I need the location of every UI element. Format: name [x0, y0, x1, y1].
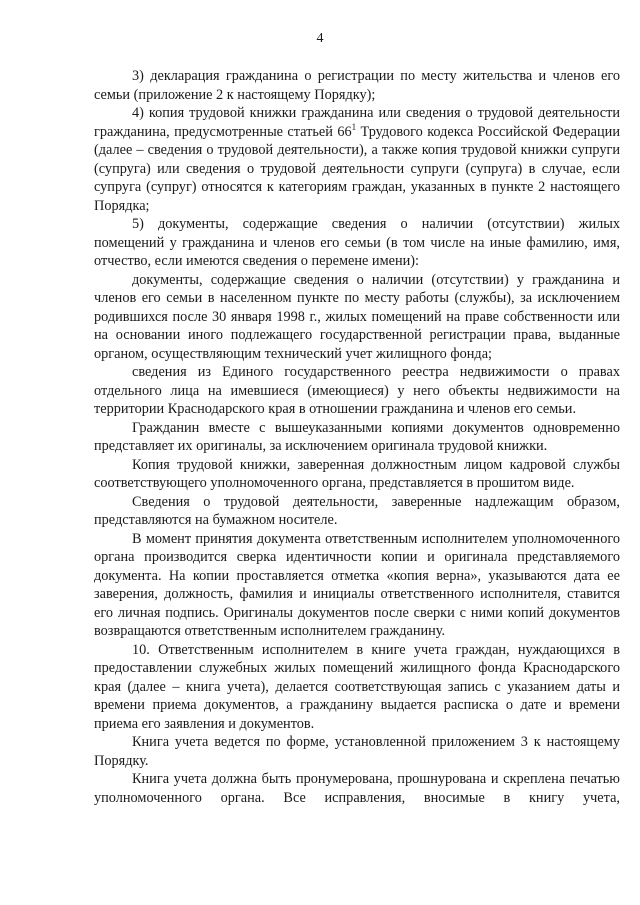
- paragraph-declaration: 3) декларация гражданина о регистрации по месту жительства и членов его семьи (приложение 2 к настоящему Порядку);: [94, 68, 620, 103]
- paragraph-verification: В момент принятия документа ответственным исполнителем уполномоченного органа производится сверка идентичности копии и оригинала представляемого документа. На копии проставляется отметка «копия верна», указываются дата ее заверения, должность, фамилия и инициалы ответственного исполнителя, ставится его личная подпись. Оригиналы документов после сверки с ними копий документов возвращаются ответственным исполнителем гражданину.: [94, 530, 620, 639]
- paragraph-certified-copy: Копия трудовой книжки, заверенная должностным лицом кадровой службы соответствующего уполномоченного органа, представляется в прошитом виде.: [94, 456, 620, 491]
- paragraph-work-record-copy: [94, 104, 620, 215]
- document-body: [94, 67, 620, 807]
- paragraph-paper-info: Сведения о трудовой деятельности, заверенные надлежащим образом, представляются на бумажном носителе.: [94, 493, 620, 528]
- page-number: 4: [316, 31, 324, 46]
- article-superscript: 1: [351, 121, 357, 132]
- paragraph-registration-book: 10. Ответственным исполнителем в книге учета граждан, нуждающихся в предоставлении служебных жилых помещений жилищного фонда Краснодарского края (далее – книга учета), делается соответствующая запись с указанием даты и времени приема документов, а гражданину выдается расписка о дате и времени приема его заявления и документов.: [94, 641, 620, 732]
- paragraph-housing-info: документы, содержащие сведения о наличии (отсутствии) у гражданина и членов его семьи в населенном пункте по месту работы (службы), за исключением родившихся после 30 января 1998 г., жилых помещений на праве собственности или на основании иного подлежащего государственной регистрации права, выданные органом, осуществляющим технический учет жилищного фонда;: [94, 271, 620, 362]
- paragraph-originals: Гражданин вместе с вышеуказанными копиями документов одновременно представляет их оригиналы, за исключением оригинала трудовой книжки.: [94, 419, 620, 454]
- paragraph-book-numbering: Книга учета должна быть пронумерована, прошнурована и скреплена печатью уполномоченного органа. Все исправления, вносимые в книгу учета,: [94, 771, 620, 806]
- paragraph-work-record-text-before: 4) копия трудовой книжки гражданина или сведения о трудовой деятельности гражданина, предусмотренные статьей 66: [94, 105, 620, 140]
- paragraph-registry-info: сведения из Единого государственного реестра недвижимости о правах отдельного лица на имевшиеся (имеющиеся) у него объекты недвижимости на территории Краснодарского края в отношении гражданина и членов его семьи.: [94, 364, 620, 417]
- paragraph-housing-documents: 5) документы, содержащие сведения о наличии (отсутствии) жилых помещений у гражданина и членов его семьи (в том числе на иные фамилию, имя, отчество, если имеются сведения о перемене имени):: [94, 216, 620, 269]
- paragraph-work-record-text-after: Трудового кодекса Российской Федерации (далее – сведения о трудовой деятельности), а также копия трудовой книжки супруги (супруга) или сведения о трудовой деятельности супруги (супруга) в случае, если супруга (супруг) относятся к категориям граждан, указанных в пункте 2 настоящего Порядка;: [94, 123, 620, 214]
- paragraph-book-form: Книга учета ведется по форме, установленной приложением 3 к настоящему Порядку.: [94, 734, 620, 769]
